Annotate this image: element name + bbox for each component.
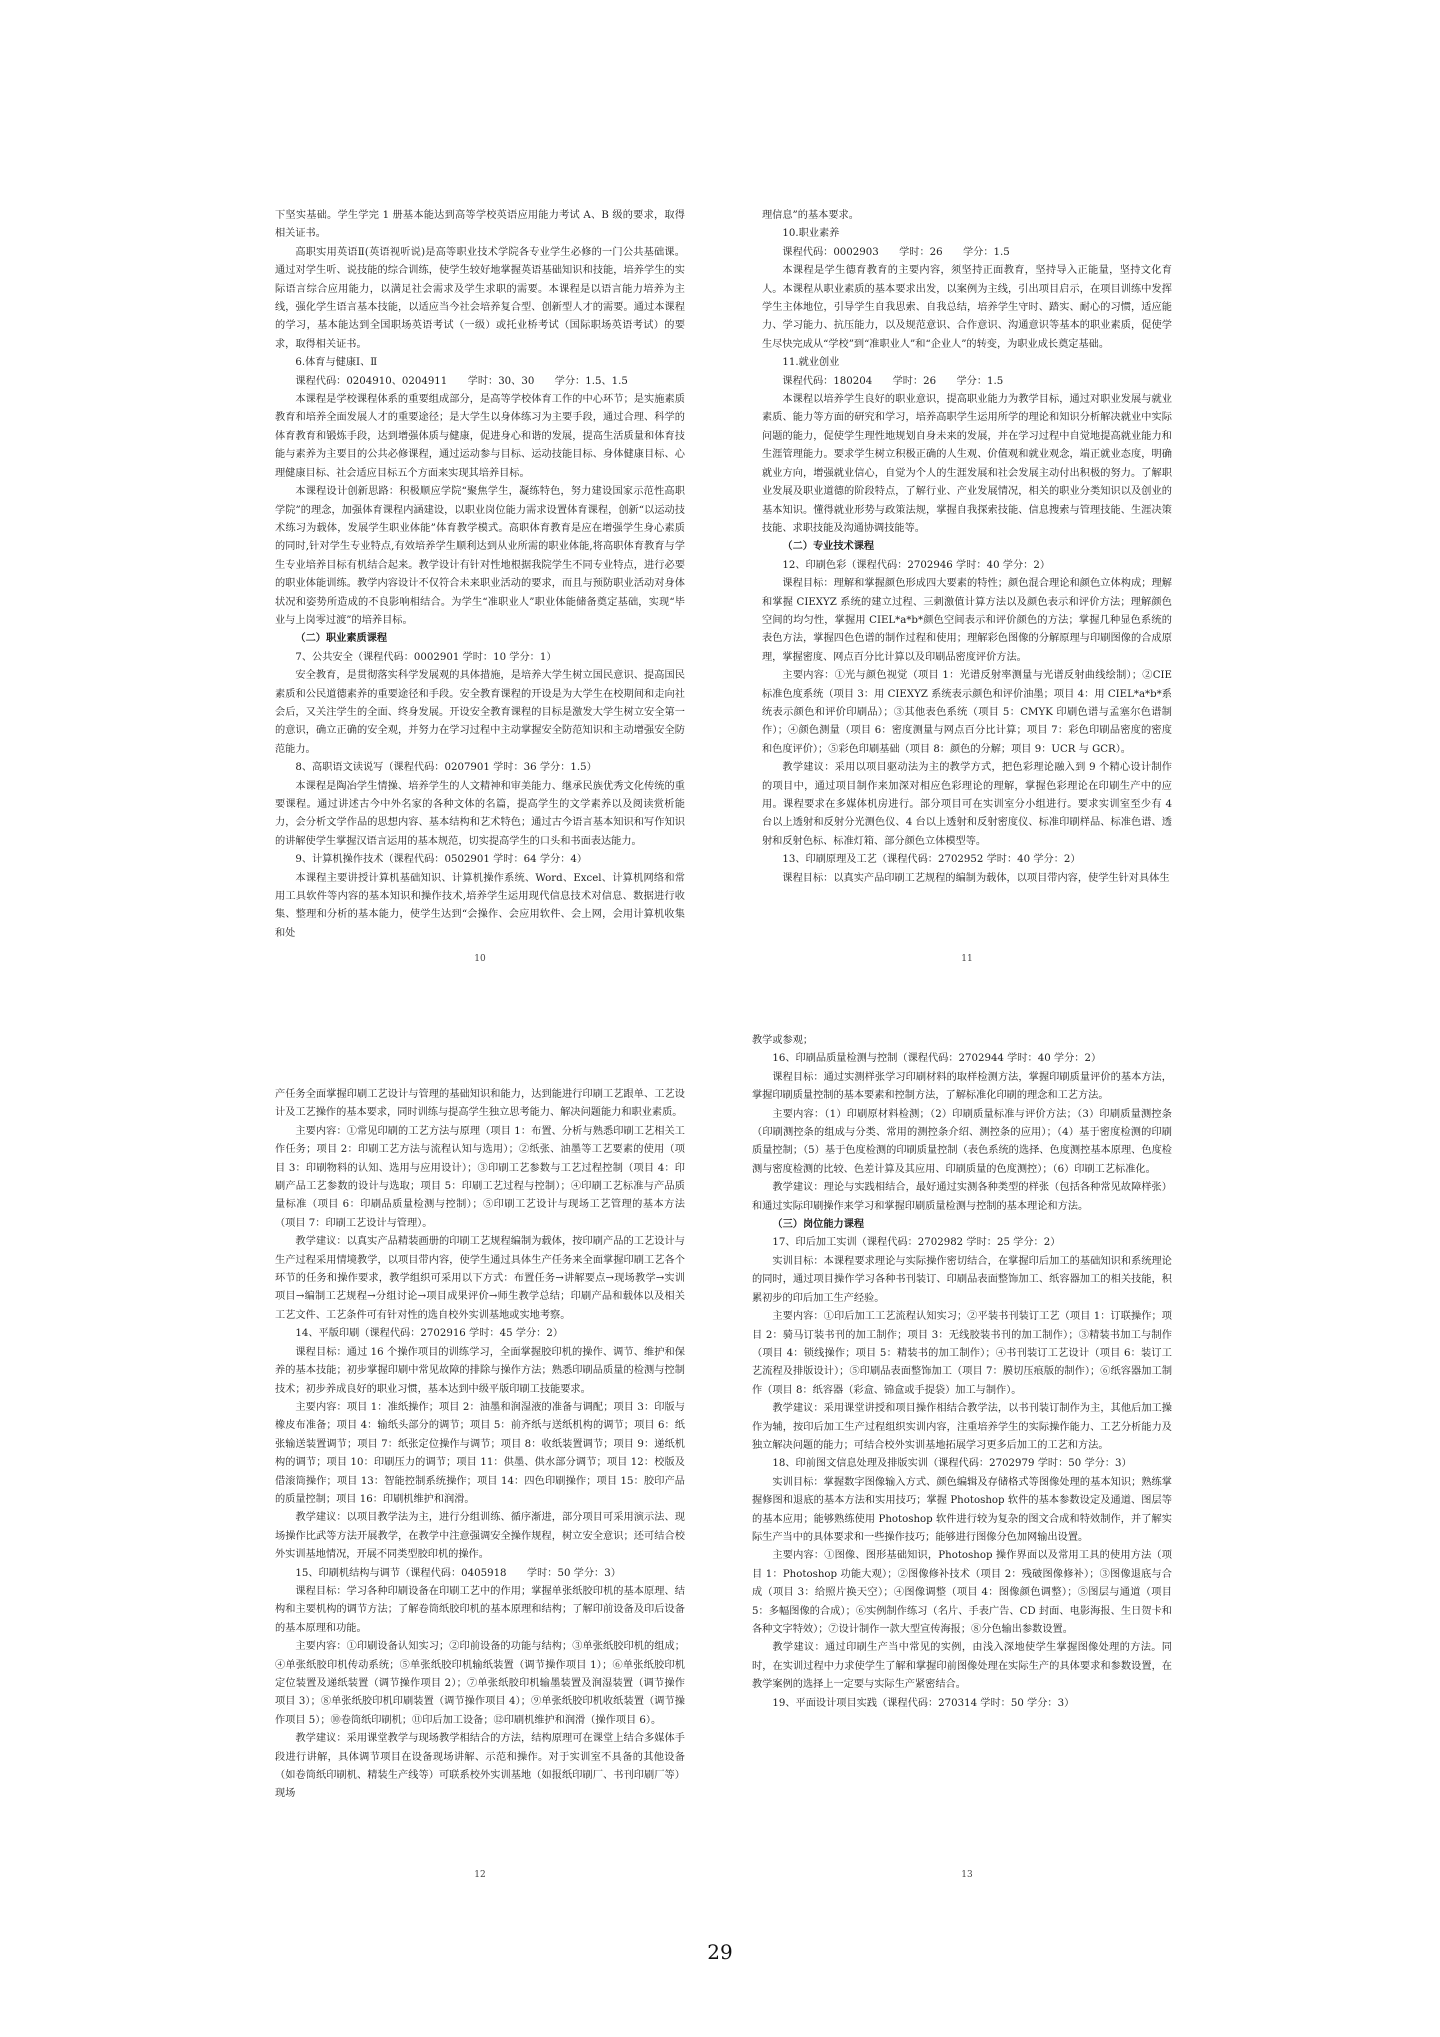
paragraph: 主要内容：项目 1：准纸操作；项目 2：油墨和润湿液的准备与调配；项目 3：印版与橡皮布准备；项目 4：输纸头部分的调节；项目 5：前齐纸与送纸机构的调节；项目 6：纸张输送装置调节；项目 7：纸张定位操作与调节；项目 8：收纸装置调节；项目 9：递纸机构的调节；项目 10：印刷压力的调节；项目 11：供墨、供水部分调节；项目 12：校版及借滚筒操作；项目 13：智能控制系统操作；项目 14：四色印刷操作；项目 15：胶印产品的质量控制；项目 16：印刷机维护和润滑。 bbox=[275, 1401, 685, 1505]
page-number-11: 11 bbox=[961, 954, 973, 964]
paragraph: 主要内容：①光与颜色视觉（项目 1：光谱反射率测量与光谱反射曲线绘制）；②CIE 标准色度系统（项目 3：用 CIEXYZ 系统表示颜色和评价油墨；项目 4：用 CIEL*a*b*系统表示颜色和评价印刷品）；③其他表色系统（项目 5：CMYK 印刷色谱与孟塞尔色谱制作）；④颜色测量（项目 6：密度测量与网点百分比计算；项目 7：彩色印刷品密度的密度和色度评价）；⑤彩色印刷基础（项目 8：颜色的分解；项目 9：UCR 与 GCR）。 bbox=[762, 670, 1172, 755]
page-number-10: 10 bbox=[474, 954, 486, 964]
paragraph: 高职实用英语Ⅱ(英语视听说)是高等职业技术学院各专业学生必修的一门公共基础课。通过对学生听、说技能的综合训练，使学生较好地掌握英语基础知识和技能，培养学生的实际语言综合应用能力，以满足社会需求及学生求职的需要。本课程是以语言能力培养为主线，强化学生语言基本技能，以适应当今社会培养复合型、创新型人才的需要。通过本课程的学习，基本能达到全国职场英语考试（一级）或托业桥考试（国际职场英语考试）的要求，取得相关证书。 bbox=[275, 246, 685, 350]
paragraph: 本课程是学校课程体系的重要组成部分，是高等学校体育工作的中心环节；是实施素质教育和培养全面发展人才的重要途径；是大学生以身体练习为主要手段，通过合理、科学的体育教育和锻炼手段，达到增强体质与健康，促进身心和谐的发展，提高生活质量和体育技能与素养为主要目的公共必修课程，通过运动参与目标、运动技能目标、身体健康目标、心理健康目标、社会适应目标五个方面来实现其培养目标。 bbox=[275, 394, 685, 479]
section-heading: （二）专业技术课程 bbox=[782, 541, 875, 553]
paragraph: 教学建议：采用课堂讲授和项目操作相结合教学法，以书刊装订制作为主，其他后加工操作为辅，按印后加工生产过程组织实训内容，注重培养学生的实际操作能力、工艺分析能力及独立解决问题的能力；可结合校外实训基地拓展学习更多后加工的工艺和方法。 bbox=[752, 1403, 1172, 1451]
paragraph: 本课程以培养学生良好的职业意识，提高职业能力为教学目标，通过对职业发展与就业素质、能力等方面的研究和学习，培养高职学生运用所学的理论和知识分析解决就业中实际问题的能力，促使学生理性地规划自身未来的发展，并在学习过程中自觉地提高就业能力和生涯管理能力。要求学生树立积极正确的人生观、价值观和就业观念，端正就业态度，明确就业方向，增强就业信心，自觉为个人的生涯发展和社会发展主动付出积极的努力。了解职业发展及职业道德的阶段特点，了解行业、产业发展情况，相关的职业分类知识以及创业的基本知识。懂得就业形势与政策法规，掌握自我探索技能、信息搜索与管理技能、生涯决策技能、求职技能及沟通协调技能等。 bbox=[762, 394, 1172, 534]
paragraph: 主要内容：①印刷设备认知实习；②印前设备的功能与结构；③单张纸胶印机的组成；④单张纸胶印机传动系统；⑤单张纸胶印机输纸装置（调节操作项目 1）；⑥单张纸胶印机定位装置及递纸装置（调节操作项目 2）；⑦单张纸胶印机输墨装置及润湿装置（调节操作项目 3）；⑧单张纸胶印机印刷装置（调节操作项目 4）；⑨单张纸胶印机收纸装置（调节操作项目 5）；⑩卷筒纸印刷机；⑪印后加工设备；⑫印刷机维护和润滑（操作项目 6）。 bbox=[275, 1641, 685, 1726]
paragraph: 16、印刷品质量检测与控制（课程代码：2702944 学时：40 学分：2） bbox=[772, 1053, 1102, 1065]
paragraph: 教学建议：以项目教学法为主，进行分组训练、循序渐进，部分项目可采用演示法、现场操作比武等方法开展教学，在教学中注意强调安全操作规程，树立安全意识；还可结合校外实训基地情况，开展不同类型胶印机的操作。 bbox=[275, 1512, 685, 1561]
paragraph: 理信息”的基本要求。 bbox=[762, 210, 859, 221]
page-number-13: 13 bbox=[961, 1870, 973, 1880]
paragraph: 本课程主要讲授计算机基础知识、计算机操作系统、Word、Excel、计算机网络和常用工具软件等内容的基本知识和操作技术,培养学生运用现代信息技术对信息、数据进行收集、整理和分析的基本能力，使学生达到“会操作、会应用软件、会上网，会用计算机收集和处 bbox=[275, 872, 685, 939]
paragraph: 18、印前图文信息处理及排版实训（课程代码：2702979 学时：50 学分：3） bbox=[772, 1458, 1132, 1470]
paragraph: 17、印后加工实训（课程代码：2702982 学时：25 学分：2） bbox=[772, 1237, 1061, 1249]
paragraph: 6.体育与健康Ⅰ、Ⅱ bbox=[295, 357, 378, 369]
paragraph: 9、计算机操作技术（课程代码：0502901 学时：64 学分：4） bbox=[295, 854, 588, 866]
section-heading: （二）职业素质课程 bbox=[295, 633, 388, 645]
paragraph: 产任务全面掌握印刷工艺设计与管理的基础知识和能力，达到能进行印刷工艺跟单、工艺设计及工艺操作的基本要求，同时训练与提高学生独立思考能力、解决问题能力和职业素质。 bbox=[275, 1089, 685, 1119]
paragraph: 教学建议：理论与实践相结合，最好通过实测各种类型的样张（包括各种常见故障样张）和通过实际印刷操作来学习和掌握印刷质量检测与控制的基本理论和方法。 bbox=[752, 1182, 1172, 1212]
paragraph: 13、印刷原理及工艺（课程代码：2702952 学时：40 学分：2） bbox=[782, 854, 1081, 866]
paragraph: 7、公共安全（课程代码：0002901 学时：10 学分：1） bbox=[295, 651, 557, 663]
paragraph: 课程代码：180204 学时：26 学分：1.5 bbox=[782, 375, 1004, 387]
paragraph: 11.就业创业 bbox=[782, 357, 840, 369]
paragraph: 12、印刷色彩（课程代码：2702946 学时：40 学分：2） bbox=[782, 559, 1051, 571]
paragraph: 主要内容：①图像、图形基础知识，Photoshop 操作界面以及常用工具的使用方法（项目 1：Photoshop 功能大观）；②图像修补技术（项目 2：残破图像修补）；③图像退底与合成（项目 3：给照片换天空）；④图像调整（项目 4：图像颜色调整）；⑤图层与通道（项目 5：多幅图像的合成）；⑥实例制作练习（名片、手表广告、CD 封面、电影海报、生日贺卡和各种文字特效）；⑦设计制作一款大型宣传海报；⑧分色输出参数设置。 bbox=[752, 1550, 1172, 1635]
paragraph: 课程目标：理解和掌握颜色形成四大要素的特性；颜色混合理论和颜色立体构成；理解和掌握 CIEXYZ 系统的建立过程、三刺激值计算方法以及颜色表示和评价方法；理解颜色空间的均匀性，掌握用 CIEL*a*b*颜色空间表示和评价颜色的方法；掌握几种显色系统的表色方法，掌握四色色谱的制作过程和使用；理解彩色图像的分解原理与印刷图像的合成原理，掌握密度、网点百分比计算以及印刷品密度评价方法。 bbox=[762, 578, 1172, 663]
paragraph: 教学建议：采用课堂教学与现场教学相结合的方法，结构原理可在课堂上结合多媒体手段进行讲解，具体调节项目在设备现场讲解、示范和操作。对于实训室不具备的其他设备（如卷筒纸印刷机、精装生产线等）可联系校外实训基地（如报纸印刷厂、书刊印刷厂等）现场 bbox=[275, 1733, 685, 1800]
paragraph: 本课程是学生德育教育的主要内容，须坚持正面教育，坚持导入正能量，坚持文化育人。本课程从职业素质的基本要求出发，以案例为主线，引出项目启示，在项目训练中发挥学生主体地位，引导学生自我思索、自我总结，培养学生守时、踏实、耐心的习惯，适应能力、学习能力、抗压能力，以及规范意识、合作意识、沟通意识等基本的职业素质，促使学生尽快完成从“学校”到“准职业人”和“企业人”的转变，为职业成长奠定基础。 bbox=[762, 265, 1172, 350]
paragraph: 课程代码：0204910、0204911 学时：30、30 学分：1.5、1.5 bbox=[295, 375, 628, 387]
paragraph: 主要内容：①常见印刷的工艺方法与原理（项目 1：布置、分析与熟悉印刷工艺相关工作任务；项目 2：印刷工艺方法与流程认知与选用）；②纸张、油墨等工艺要素的使用（项目 3：印刷物料的认知、选用与应用设计）；③印刷工艺参数与工艺过程控制（项目 4：印刷产品工艺参数的设计与选取；项目 5：印刷工艺过程与控制）；④印刷工艺标准与产品质量标准（项目 6：印刷品质量检测与控制）；⑤印刷工艺设计与现场工艺管理的基本方法（项目 7：印刷工艺设计与管理）。 bbox=[275, 1125, 685, 1229]
paragraph: 10.职业素养 bbox=[782, 228, 840, 240]
paragraph: 主要内容：（1）印刷原材料检测；（2）印刷质量标准与评价方法；（3）印刷质量测控条（印刷测控条的组成与分类、常用的测控条介绍、测控条的应用）；（4）基于密度检测的印刷质量控制；（5）基于色度检测的印刷质量控制（表色系统的选择、色度测控基本原理、色度检测与密度检测的比较、色差计算及其应用、印刷质量的色度测控）；（6）印刷工艺标准化。 bbox=[752, 1108, 1172, 1175]
paragraph: 实训目标：掌握数字图像输入方式、颜色编辑及存储格式等图像处理的基本知识；熟练掌握修图和退底的基本方法和实用技巧；掌握 Photoshop 软件的基本参数设定及通道、图层等的基本应用；能够熟练使用 Photoshop 软件进行较为复杂的图文合成和特效制作，并了解实际生产当中的具体要求和一些操作技巧；能够进行图像分色加网输出设置。 bbox=[752, 1476, 1172, 1543]
paragraph: 教学建议：采用以项目驱动法为主的教学方式，把色彩理论融入到 9 个精心设计制作的项目中，通过项目制作来加深对相应色彩理论的理解，掌握色彩理论在印刷生产中的应用。课程要求在多媒体机房进行。部分项目可在实训室分小组进行。要求实训室至少有 4 台以上透射和反射分光测色仪、4 台以上透射和反射密度仪、标准印刷样品、标准色谱、透射和反射色标、标准灯箱、部分颜色立体模型等。 bbox=[762, 762, 1172, 847]
paragraph: 下坚实基础。学生学完 1 册基本能达到高等学校英语应用能力考试 A、B 级的要求，取得相关证书。 bbox=[275, 210, 685, 240]
paragraph: 课程代码：0002903 学时：26 学分：1.5 bbox=[782, 246, 1010, 258]
paragraph: 课程目标：学习各种印刷设备在印刷工艺中的作用；掌握单张纸胶印机的基本原理、结构和主要机构的调节方法；了解卷筒纸胶印机的基本原理和结构；了解印前设备及印后设备的基本原理和功能。 bbox=[275, 1585, 685, 1634]
paragraph: 课程目标：以真实产品印刷工艺规程的编制为载体，以项目带内容，使学生针对具体生 bbox=[782, 872, 1170, 884]
paragraph: 教学建议：以真实产品精装画册的印刷工艺规程编制为载体，按印刷产品的工艺设计与生产过程采用情境教学，以项目带内容，使学生通过具体生产任务来全面掌握印刷工艺各个环节的任务和操作要求，教学组织可采用以下方式：布置任务→讲解要点→现场教学→实训项目→编制工艺规程→分组讨论→项目成果评价→师生教学总结；印刷产品和载体以及相关工艺文件、工艺条件可有针对性的选自校外实训基地或实地考察。 bbox=[275, 1236, 685, 1321]
paragraph: 15、印刷机结构与调节（课程代码：0405918 学时：50 学分：3） bbox=[295, 1567, 621, 1579]
page-13-column bbox=[752, 1032, 1172, 1713]
paragraph: 安全教育，是贯彻落实科学发展观的具体措施，是培养大学生树立国民意识、提高国民素质和公民道德素养的重要途径和手段。安全教育课程的开设是为大学生在校期间和走向社会后，又关注学生的全面、终身发展。开设安全教育课程的目标是激发大学生树立安全第一的意识，确立正确的安全观，并努力在学习过程中主动掌握安全防范知识和主动增强安全防范能力。 bbox=[275, 670, 685, 755]
paragraph: 课程目标：通过 16 个操作项目的训练学习，全面掌握胶印机的操作、调节、维护和保养的基本技能；初步掌握印刷中常见故障的排除与操作方法；熟悉印刷品质量的检测与控制技术；初步养成良好的职业习惯，基本达到中级平版印刷工技能要求。 bbox=[275, 1346, 685, 1395]
paragraph: 本课程设计创新思路：积极顺应学院“聚焦学生，凝练特色，努力建设国家示范性高职学院”的理念，加强体育课程内涵建设，以职业岗位能力需求设置体育课程，创新“以运动技术练习为载体，发展学生职业体能”体育教学模式。高职体育教育是应在增强学生身心素质的同时,针对学生专业特点,有效培养学生顺利达到从业所需的职业体能,将高职体育教育与学生专业培养目标有机结合起来。教学设计有针对性地根据我院学生不同专业特点，进行必要的职业体能训练。教学内容设计不仅符合未来职业活动的要求，而且与预防职业活动对身体状况和姿势所造成的不良影响相结合。为学生“准职业人”职业体能储备奠定基础，实现“毕业与上岗零过渡”的培养目标。 bbox=[275, 486, 685, 626]
paragraph: 教学建议：通过印刷生产当中常见的实例，由浅入深地使学生掌握图像处理的方法。同时，在实训过程中力求使学生了解和掌握印前图像处理在实际生产的具体要求和参数设置，在教学案例的选择上一定要与实际生产紧密结合。 bbox=[752, 1642, 1172, 1691]
page-10-column bbox=[275, 207, 685, 943]
paragraph: 14、平版印刷（课程代码：2702916 学时：45 学分：2） bbox=[295, 1328, 564, 1340]
sheet-page-number: 29 bbox=[707, 1940, 733, 1964]
page-12-column bbox=[275, 1086, 685, 1804]
page-number-12: 12 bbox=[474, 1870, 486, 1880]
page-11-column bbox=[762, 207, 1172, 888]
section-heading: （三）岗位能力课程 bbox=[772, 1219, 865, 1231]
paragraph: 19、平面设计项目实践（课程代码：270314 学时：50 学分：3） bbox=[772, 1697, 1075, 1709]
paragraph: 8、高职语文读说写（课程代码：0207901 学时：36 学分：1.5） bbox=[295, 762, 597, 774]
paragraph: 主要内容：①印后加工工艺流程认知实习；②平装书刊装订工艺（项目 1：订联操作；项目 2：骑马订装书刊的加工制作；项目 3：无线胶装书刊的加工制作）；③精装书加工与制作（项目 4：锁线操作；项目 5：精装书的加工制作）；④书刊装订工艺设计（项目 6：装订工艺流程及排版设计）；⑤印刷品表面整饰加工（项目 7：膜切压痕版的制作）；⑥纸容器加工制作（项目 8：纸容器（彩盒、锦盒或手提袋）加工与制作）。 bbox=[752, 1311, 1172, 1396]
paragraph: 教学或参观； bbox=[752, 1035, 814, 1046]
paragraph: 课程目标：通过实测样张学习印刷材料的取样检测方法，掌握印刷质量评价的基本方法，掌握印刷质量控制的基本要素和控制方法，了解标准化印刷的理念和工艺方法。 bbox=[752, 1071, 1172, 1102]
paragraph: 本课程是陶冶学生情操、培养学生的人文精神和审美能力、继承民族优秀文化传统的重要课程。通过讲述古今中外名家的各种文体的名篇，提高学生的文学素养以及阅读赏析能力，会分析文学作品的思想内容、基本结构和艺术特色；通过古今语言基本知识和写作知识的讲解使学生掌握汉语言运用的基本规范，切实提高学生的口头和书面表达能力。 bbox=[275, 780, 685, 847]
paragraph: 实训目标：本课程要求理论与实际操作密切结合，在掌握印后加工的基础知识和系统理论的同时，通过项目操作学习各种书刊装订、印刷品表面整饰加工、纸容器加工的相关技能，积累初步的印后加工生产经验。 bbox=[752, 1255, 1172, 1304]
